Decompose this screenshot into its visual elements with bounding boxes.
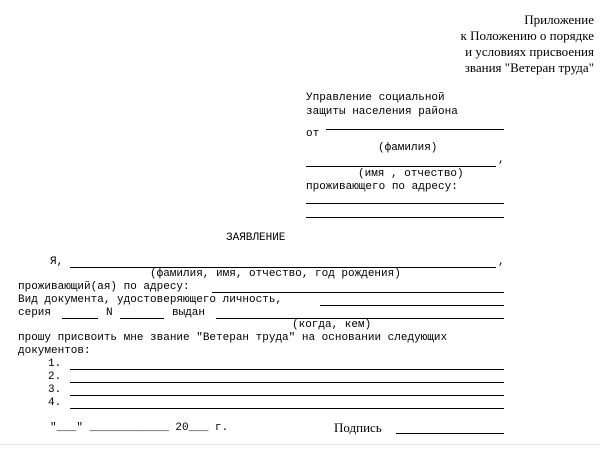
addressee-line-2: защиты населения района xyxy=(306,106,458,118)
surname-caption: (фамилия) xyxy=(378,142,438,154)
appendix-line: к Положению о порядке xyxy=(460,28,594,43)
signature-label: Подпись xyxy=(334,420,382,435)
list-item-number: 1. xyxy=(48,358,62,370)
address-line-2 xyxy=(306,217,504,218)
signature-line xyxy=(396,433,504,434)
comma: , xyxy=(498,256,505,268)
doc-type-label: Вид документа, удостоверяющего личность, xyxy=(18,294,283,306)
residing-label: проживающего по адресу: xyxy=(306,181,458,193)
i-label: Я, xyxy=(50,256,64,268)
appendix-line: звания "Ветеран труда" xyxy=(464,60,594,75)
list-item-number: 4. xyxy=(48,397,62,409)
document-title: ЗАЯВЛЕНИЕ xyxy=(226,232,286,244)
addressee-line-1: Управление социальной xyxy=(306,92,445,104)
name-caption: (имя , отчество) xyxy=(358,168,464,180)
from-label: от xyxy=(306,128,320,140)
list-item-line xyxy=(70,395,504,396)
doc-type-line xyxy=(320,305,504,306)
list-item-number: 3. xyxy=(48,384,62,396)
date-field: "___" ____________ 20___ г. xyxy=(50,422,229,434)
request-line-2: документов: xyxy=(18,345,91,357)
list-item-line xyxy=(70,408,504,409)
comma: , xyxy=(498,154,505,166)
appendix-line: Приложение xyxy=(524,12,594,27)
number-label: N xyxy=(106,307,113,319)
page-bottom-divider xyxy=(0,444,600,445)
body-address-line xyxy=(212,292,504,293)
number-line xyxy=(120,318,164,319)
request-line-1: прошу присвоить мне звание "Ветеран труда" на основании следующих xyxy=(18,332,448,344)
list-item-line xyxy=(70,382,504,383)
issued-label: выдан xyxy=(172,307,206,319)
appendix-line: и условиях присвоения xyxy=(465,44,594,59)
residing-label: проживающий(ая) по адресу: xyxy=(18,281,190,293)
list-item-line xyxy=(70,369,504,370)
series-label: серия xyxy=(18,307,52,319)
series-line xyxy=(62,318,98,319)
name-line xyxy=(306,166,496,167)
from-line xyxy=(326,129,504,130)
appendix-header xyxy=(461,12,594,76)
when-caption: (когда, кем) xyxy=(292,319,372,331)
fio-caption: (фамилия, имя, отчество, год рождения) xyxy=(150,268,401,280)
address-line-1 xyxy=(306,203,504,204)
list-item-number: 2. xyxy=(48,371,62,383)
